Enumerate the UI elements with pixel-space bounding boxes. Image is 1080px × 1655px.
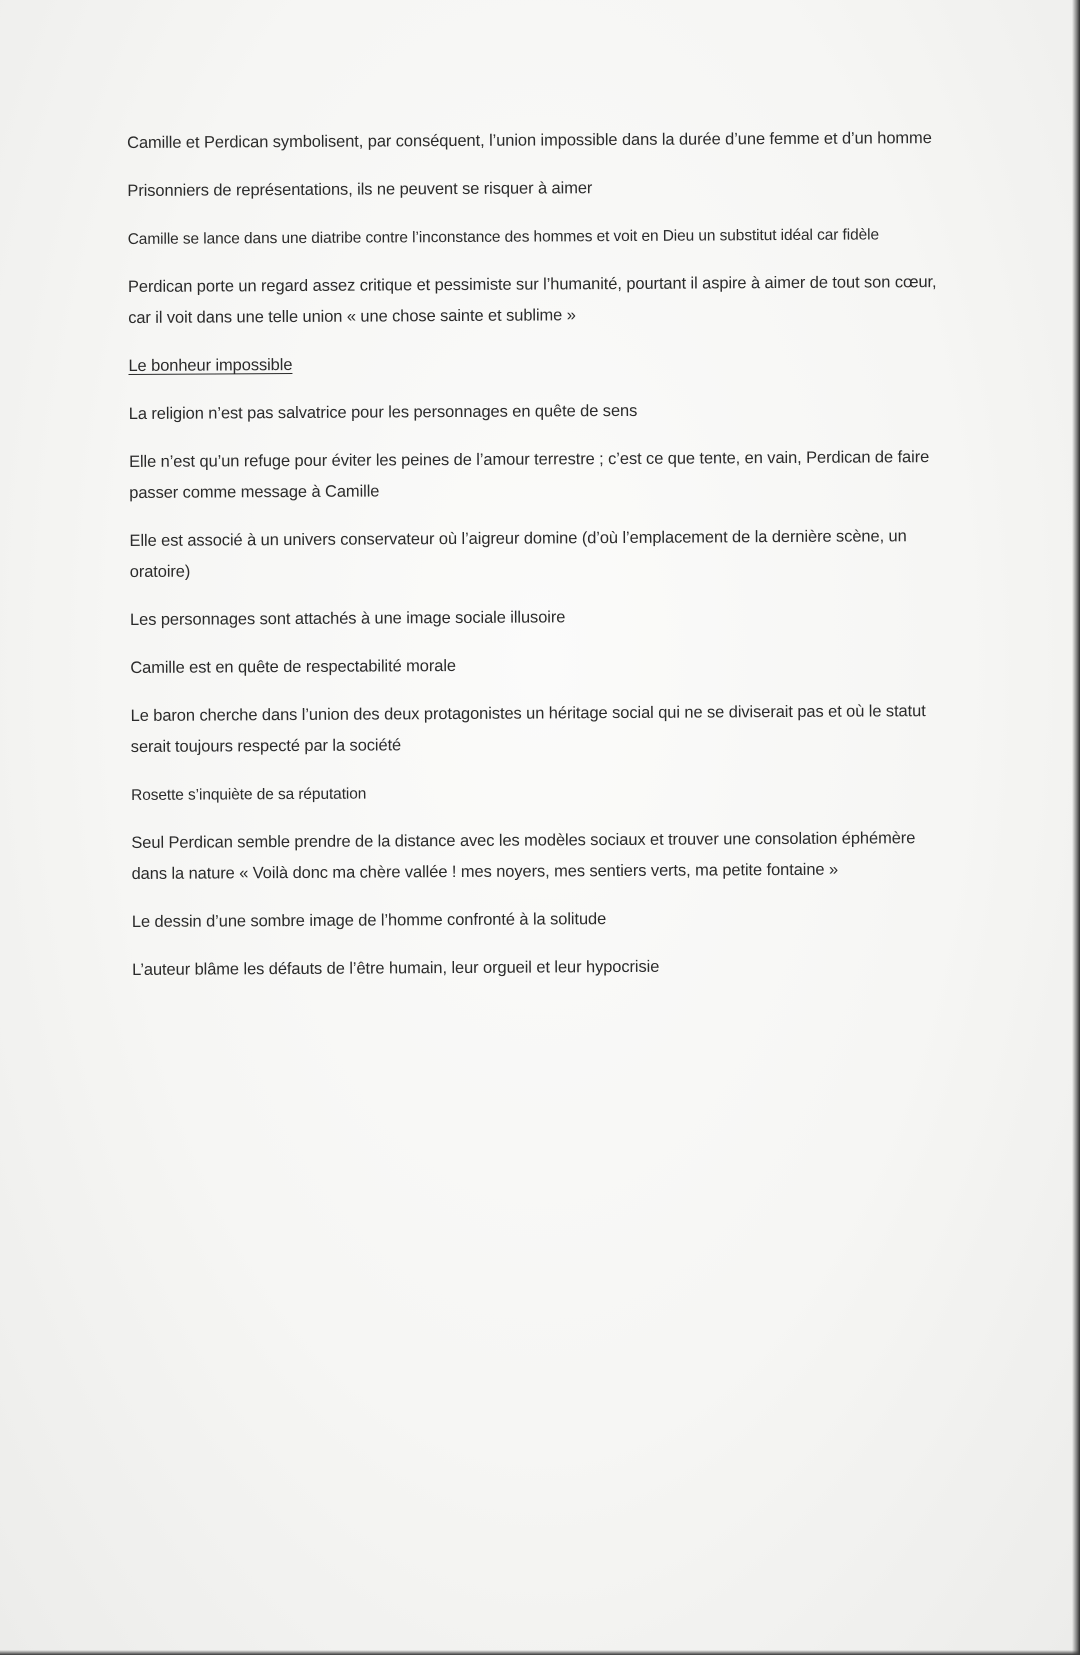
paragraph-rosette: Rosette s’inquiète de sa réputation (131, 785, 367, 804)
scan-edge-right (1072, 0, 1080, 1655)
paragraph-univers-conservateur: Elle est associé à un univers conservateur où l’aigreur domine (d’où l’emplacement de la dernière scène, un oratoire) (129, 527, 907, 581)
paragraph-refuge: Elle n’est qu’un refuge pour éviter les peines de l’amour terrestre ; c’est ce que tente, en vain, Perdican de faire passer comme message à Camille (128, 448, 930, 502)
section-heading-bonheur-impossible: Le bonheur impossible (128, 355, 293, 375)
paragraph-perdican-regard: Perdican porte un regard assez critique et pessimiste sur l’humanité, pourtant il aspire à aimer de tout son cœur, car il voit dans une telle union « une chose sainte et sublime » (127, 273, 937, 327)
paragraph-prisonniers: Prisonniers de représentations, ils ne peuvent se risquer à aimer (127, 179, 593, 200)
paragraph-baron: Le baron cherche dans l’union des deux protagonistes un héritage social qui ne se diviserait pas et où le statut serait toujours respecté par la société (130, 702, 926, 756)
paragraph-union-impossible: Camille et Perdican symbolisent, par conséquent, l’union impossible dans la durée d’une femme et d’un homme (127, 129, 932, 152)
paragraph-perdican-nature: Seul Perdican semble prendre de la distance avec les modèles sociaux et trouver une consolation éphémère dans la nature « Voilà donc ma chère vallée ! mes noyers, mes sentiers verts, ma petite fontaine » (131, 829, 916, 883)
paragraph-solitude: Le dessin d’une sombre image de l’homme confronté à la solitude (131, 910, 607, 931)
paragraph-camille-diatribe: Camille se lance dans une diatribe contre l’inconstance des hommes et voit en Dieu un substitut idéal car fidèle (127, 226, 880, 248)
scan-edge-bottom (0, 1650, 1080, 1655)
paragraph-respectabilite: Camille est en quête de respectabilité morale (130, 657, 457, 677)
paragraph-religion: La religion n’est pas salvatrice pour les personnages en quête de sens (128, 401, 638, 423)
paragraph-auteur-blame: L’auteur blâme les défauts de l’être humain, leur orgueil et leur hypocrisie (132, 957, 660, 979)
paragraph-image-sociale: Les personnages sont attachés à une image sociale illusoire (129, 608, 566, 629)
document-body (127, 123, 952, 1003)
